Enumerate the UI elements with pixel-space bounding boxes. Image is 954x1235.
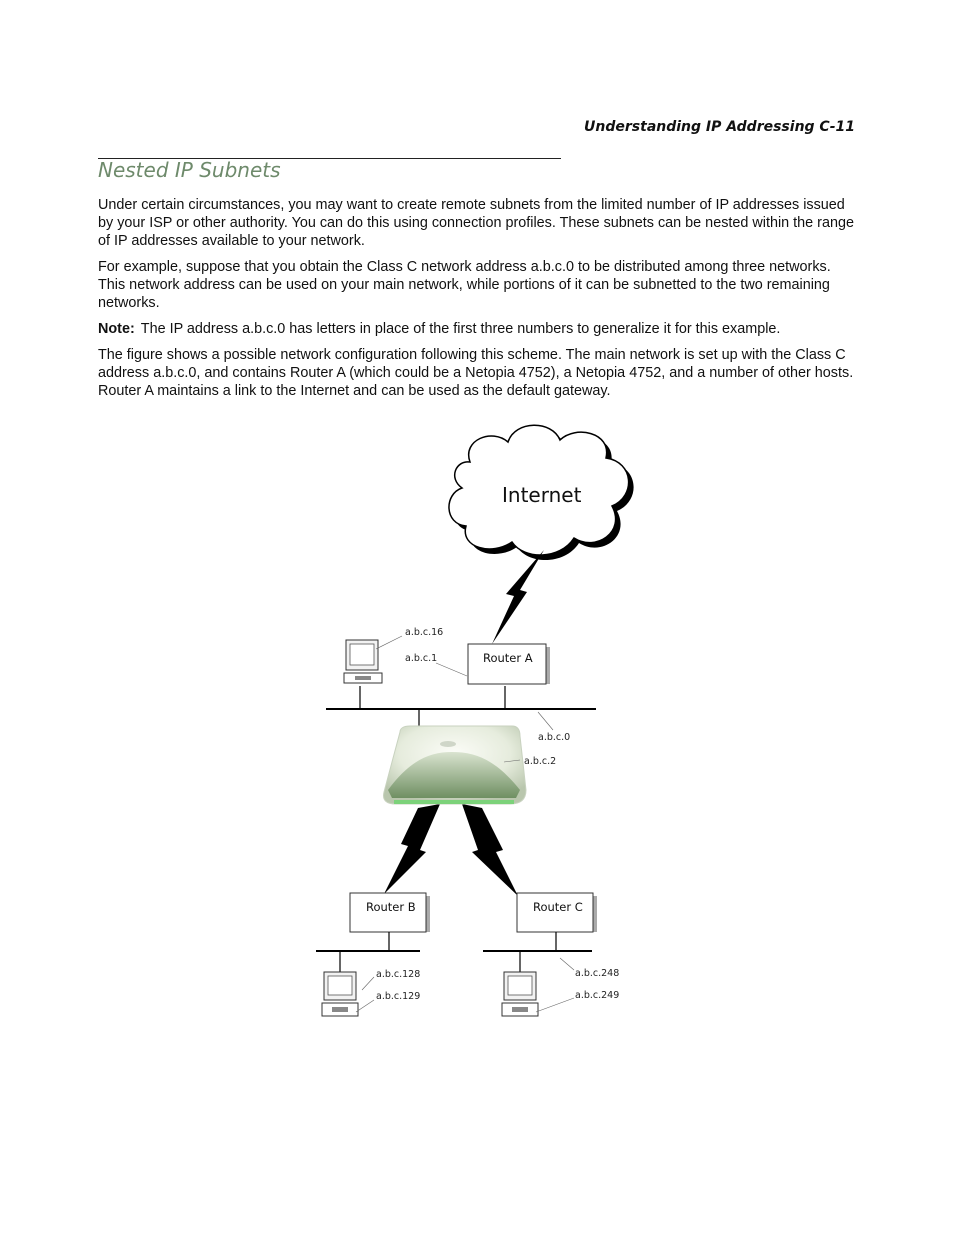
leader-line — [538, 712, 553, 730]
wan-link-internet — [492, 550, 544, 644]
address-label: a.b.c.128 — [376, 969, 421, 980]
wan-link-router-c — [462, 804, 518, 896]
note-label: Note: — [98, 321, 135, 337]
leader-line — [536, 998, 574, 1012]
netopia-router-icon — [384, 726, 527, 804]
leader-line — [560, 958, 574, 970]
leader-line — [356, 1000, 374, 1012]
paragraph-example: For example, suppose that you obtain the Class C network address a.b.c.0 to be distributed among three networks. This network address can be used on your main network, while portions of it can be subnetted to the two remaining networks. — [98, 259, 831, 311]
router-b — [350, 893, 430, 932]
router-a — [468, 644, 550, 684]
section-title: Nested IP Subnets — [98, 158, 281, 182]
address-label: a.b.c.129 — [376, 991, 421, 1002]
internet-cloud — [449, 425, 634, 560]
address-label: a.b.c.1 — [405, 653, 438, 664]
router-c-label: Router C — [533, 900, 583, 914]
paragraph-intro: Under certain circumstances, you may want to create remote subnets from the limited number of IP addresses issued by your ISP or other authority. You can do this using connection profiles. These subnets can be nested within the range of IP addresses available to your network. — [98, 197, 854, 249]
router-b-label: Router B — [366, 900, 416, 914]
note-text: The IP address a.b.c.0 has letters in place of the first three numbers to generalize it for this example. — [140, 321, 781, 337]
router-c — [517, 893, 597, 932]
address-label: a.b.c.248 — [575, 968, 620, 979]
address-label: a.b.c.2 — [524, 756, 557, 767]
leader-line — [362, 977, 374, 990]
address-label: a.b.c.16 — [405, 627, 444, 638]
leader-line — [376, 636, 402, 649]
router-a-label: Router A — [483, 651, 533, 665]
computer-icon — [344, 640, 382, 683]
address-label: a.b.c.0 — [538, 732, 571, 743]
address-label: a.b.c.249 — [575, 990, 620, 1001]
computer-icon — [502, 972, 538, 1016]
computer-icon — [322, 972, 358, 1016]
running-head: Understanding IP Addressing C-11 — [584, 119, 855, 135]
leader-line — [436, 663, 467, 676]
internet-label: Internet — [502, 483, 582, 507]
paragraph-figure-description: The figure shows a possible network configuration following this scheme. The main network is set up with the Class C address a.b.c.0, and contains Router A (which could be a Netopia 4752), a Netopia 4752, and a number of other hosts. Router A maintains a link to the Internet and can be used as the default gateway. — [98, 347, 854, 399]
wan-link-router-b — [384, 804, 440, 894]
